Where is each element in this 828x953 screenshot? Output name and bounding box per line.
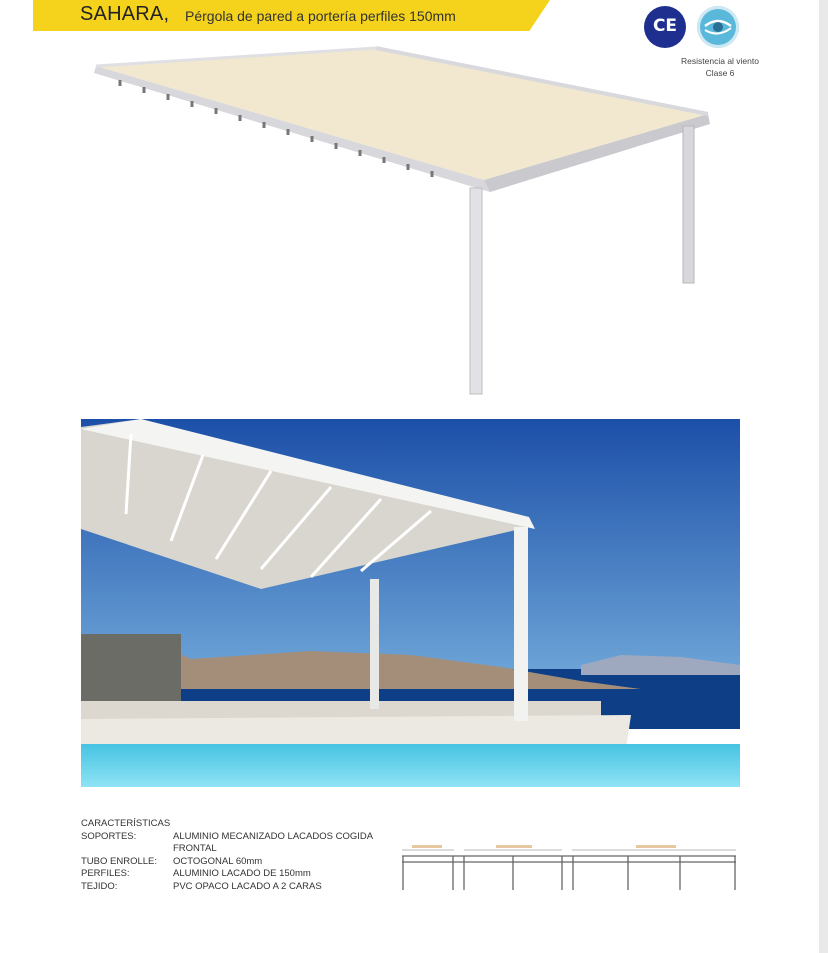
spec-value: ALUMINIO LACADO DE 150mm — [173, 868, 311, 879]
wind-resistance-line2: Clase 6 — [705, 68, 735, 78]
ce-mark-label: CE — [652, 16, 678, 36]
dimension-diagram — [398, 840, 740, 894]
product-title: SAHARA, — [80, 3, 170, 25]
product-subtitle: Pérgola de pared a portería perfiles 150mm — [185, 8, 456, 24]
spec-label: TUBO ENROLLE: — [81, 855, 158, 867]
spec-label: PERFILES: — [81, 868, 130, 879]
spec-value: OCTOGONAL 60mm — [173, 855, 263, 867]
wind-resistance-line1: Resistencia al viento — [681, 56, 759, 66]
pergola-by-pool-photo — [81, 419, 740, 787]
spec-row-profiles — [81, 868, 311, 881]
page-edge — [819, 0, 828, 953]
specifications — [81, 818, 373, 893]
spec-value: PVC OPACO LACADO A 2 CARAS — [173, 880, 322, 892]
spec-label: SOPORTES: — [81, 830, 137, 842]
spec-row-roller-tube — [81, 855, 263, 869]
pergola-render — [80, 40, 740, 400]
spec-row-supports — [81, 830, 373, 856]
spec-row-fabric — [81, 880, 322, 894]
specs-heading: CARACTERÍSTICAS — [81, 818, 171, 829]
spec-value: ALUMINIO MECANIZADO LACADOS COGIDA FRONTAL — [173, 830, 373, 854]
spec-label: TEJIDO: — [81, 880, 118, 892]
